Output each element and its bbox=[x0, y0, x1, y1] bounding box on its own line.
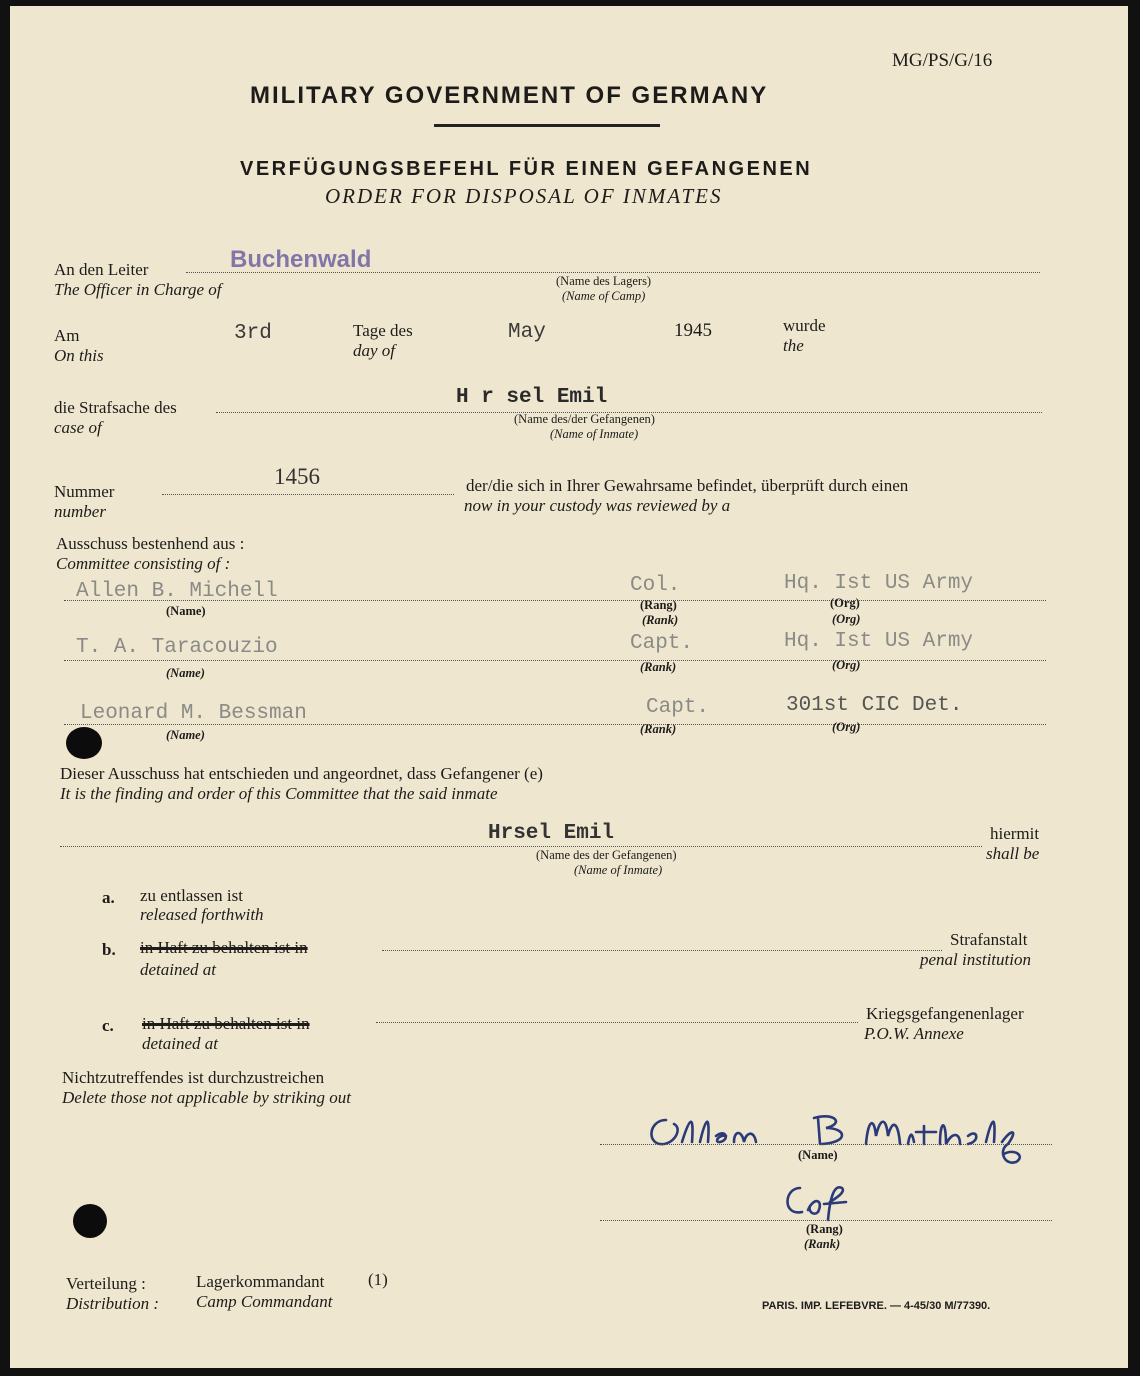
member-2-name-caption: (Name) bbox=[166, 666, 205, 680]
member-3-name-caption: (Name) bbox=[166, 728, 205, 742]
finding-caption-de: (Name des der Gefangenen) bbox=[536, 848, 677, 862]
distribution-value-de: Lagerkommandant bbox=[196, 1272, 325, 1291]
member-1-rank: Col. bbox=[630, 574, 681, 597]
wurde-label-de: wurde bbox=[783, 316, 826, 335]
option-b-letter: b. bbox=[102, 940, 116, 959]
member-1-name-caption: (Name) bbox=[166, 604, 206, 618]
to-label-en: The Officer in Charge of bbox=[54, 280, 222, 299]
option-a-de: zu entlassen ist bbox=[140, 886, 243, 905]
member-2-rank-caption: (Rank) bbox=[640, 660, 677, 674]
member-3-line bbox=[64, 724, 1046, 725]
member-3-org-caption: (Org) bbox=[832, 720, 861, 734]
am-label-en: On this bbox=[54, 346, 104, 365]
option-c-de: in Haft zu behalten ist in bbox=[142, 1014, 310, 1033]
camp-caption-de: (Name des Lagers) bbox=[556, 274, 652, 288]
member-2-line bbox=[64, 660, 1046, 661]
member-3-name: Leonard M. Bessman bbox=[80, 702, 307, 725]
distribution-value-en: Camp Commandant bbox=[196, 1292, 333, 1311]
page-title: MILITARY GOVERNMENT OF GERMANY bbox=[250, 82, 769, 109]
signature-rank-caption: (Rank) bbox=[804, 1237, 841, 1251]
delete-note-en: Delete those not applicable by striking out bbox=[62, 1088, 351, 1107]
option-a-letter: a. bbox=[102, 888, 115, 907]
form-code: MG/PS/G/16 bbox=[892, 50, 993, 71]
form-page bbox=[10, 6, 1128, 1368]
custody-text-de: der/die sich in Ihrer Gewahrsame befindet, überprüft durch einen bbox=[466, 476, 909, 495]
distribution-label-de: Verteilung : bbox=[66, 1274, 146, 1293]
member-1-line bbox=[64, 600, 1046, 601]
printer-imprint: PARIS. IMP. LEFEBVRE. — 4-45/30 M/77390. bbox=[762, 1300, 991, 1312]
punch-hole-lower bbox=[73, 1204, 107, 1238]
finding-inmate-name: Hrsel Emil bbox=[488, 822, 615, 845]
subtitle-de: VERFÜGUNGSBEFEHL FÜR EINEN GEFANGENEN bbox=[240, 158, 813, 180]
punch-hole bbox=[66, 727, 102, 759]
finding-caption-en: (Name of Inmate) bbox=[574, 863, 663, 877]
wurde-label-en: the bbox=[783, 336, 804, 355]
case-caption-en: (Name of Inmate) bbox=[550, 427, 639, 441]
option-b-line bbox=[382, 950, 942, 951]
hiermit-en: shall be bbox=[986, 844, 1040, 863]
member-1-org-caption: (Org) bbox=[830, 596, 860, 610]
am-label-de: Am bbox=[54, 326, 80, 345]
signature-name-line bbox=[600, 1144, 1052, 1145]
number-label-de: Nummer bbox=[54, 482, 115, 501]
case-inmate-name: H r sel Emil bbox=[456, 386, 608, 409]
date-year: 1945 bbox=[674, 320, 712, 341]
number-line bbox=[162, 494, 454, 495]
finding-en: It is the finding and order of this Committee that the said inmate bbox=[60, 784, 498, 803]
member-3-rank-caption: (Rank) bbox=[640, 722, 677, 736]
option-c-right-de: Kriegsgefangenenlager bbox=[866, 1004, 1024, 1023]
camp-stamp: Buchenwald bbox=[230, 246, 372, 273]
finding-de: Dieser Ausschuss hat entschieden und angeordnet, dass Gefangener (e) bbox=[60, 764, 543, 783]
finding-line bbox=[60, 846, 982, 847]
option-c-letter: c. bbox=[102, 1016, 114, 1035]
custody-text-en: now in your custody was reviewed by a bbox=[464, 496, 731, 515]
option-b-right-de: Strafanstalt bbox=[950, 930, 1028, 949]
member-1-name: Allen B. Michell bbox=[76, 580, 278, 603]
number-label-en: number bbox=[54, 502, 106, 521]
subtitle-en: ORDER FOR DISPOSAL OF INMATES bbox=[325, 184, 723, 208]
to-label-de: An den Leiter bbox=[54, 260, 149, 279]
member-1-org-caption-en: (Org) bbox=[832, 612, 861, 626]
date-day: 3rd bbox=[234, 322, 272, 345]
option-b-en: detained at bbox=[140, 960, 217, 979]
camp-caption-en: (Name of Camp) bbox=[562, 289, 646, 303]
title-rule bbox=[434, 124, 660, 127]
hiermit-de: hiermit bbox=[990, 824, 1040, 843]
option-c-right-en: P.O.W. Annexe bbox=[864, 1024, 964, 1043]
signature-name-caption: (Name) bbox=[798, 1148, 838, 1162]
member-2-name: T. A. Taracouzio bbox=[76, 636, 278, 659]
tage-label-de: Tage des bbox=[353, 321, 413, 340]
signature-rang-caption: (Rang) bbox=[806, 1222, 843, 1236]
date-month: May bbox=[508, 321, 546, 344]
member-3-rank: Capt. bbox=[646, 696, 710, 719]
member-2-rank: Capt. bbox=[630, 632, 694, 655]
distribution-count: (1) bbox=[368, 1270, 388, 1289]
tage-label-en: day of bbox=[353, 341, 396, 360]
number-value: 1456 bbox=[274, 464, 320, 489]
member-2-org-caption: (Org) bbox=[832, 658, 861, 672]
signature-rank-line bbox=[600, 1220, 1052, 1221]
option-b-de: in Haft zu behalten ist in bbox=[140, 938, 308, 957]
member-2-org: Hq. Ist US Army bbox=[784, 630, 974, 653]
case-caption-de: (Name des/der Gefangenen) bbox=[514, 412, 655, 426]
member-1-org: Hq. Ist US Army bbox=[784, 572, 974, 595]
signature-name-handwritten bbox=[646, 1106, 1026, 1176]
case-label-de: die Strafsache des bbox=[54, 398, 177, 417]
option-a-en: released forthwith bbox=[140, 905, 264, 924]
member-3-org: 301st CIC Det. bbox=[786, 694, 963, 717]
committee-label-en: Committee consisting of : bbox=[56, 554, 231, 573]
distribution-label-en: Distribution : bbox=[66, 1294, 160, 1313]
committee-label-de: Ausschuss bestenhend aus : bbox=[56, 534, 245, 553]
option-b-right-en: penal institution bbox=[920, 950, 1031, 969]
delete-note-de: Nichtzutreffendes ist durchzustreichen bbox=[62, 1068, 325, 1087]
option-c-en: detained at bbox=[142, 1034, 219, 1053]
member-1-rank-caption: (Rank) bbox=[642, 613, 679, 627]
option-c-line bbox=[376, 1022, 858, 1023]
case-label-en: case of bbox=[54, 418, 102, 437]
member-1-rang-caption: (Rang) bbox=[640, 598, 677, 612]
